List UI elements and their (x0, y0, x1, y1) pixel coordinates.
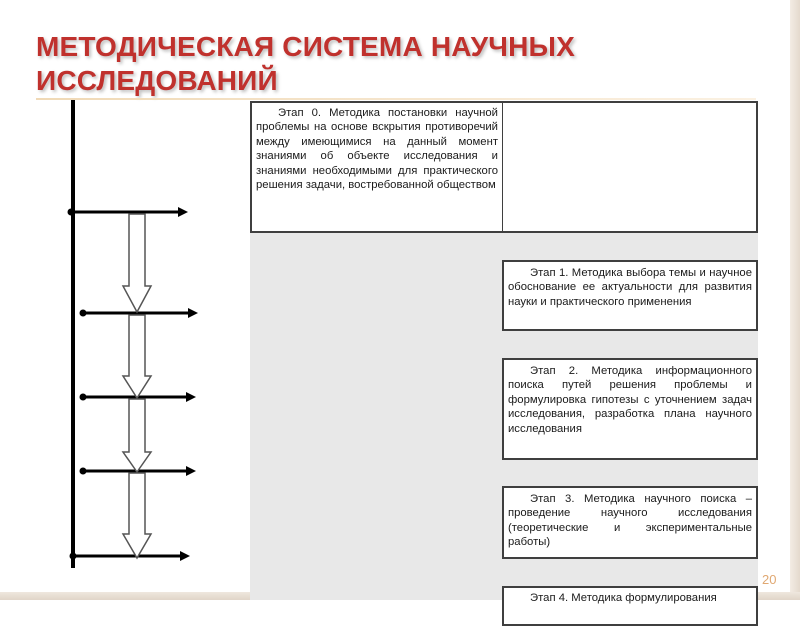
slide-title: МЕТОДИЧЕСКАЯ СИСТЕМА НАУЧНЫХ ИССЛЕДОВАНИЙ (36, 31, 576, 96)
timeline-dot-0 (68, 209, 75, 216)
down-arrow-3 (123, 473, 151, 558)
stage-4-box (502, 586, 758, 626)
stage-0-text: Этап 0. Методика постановки научной проблемы на основе вскрытия противоречий между имеющимися на данный момент знаниями об объекте исследования и знаниями необходимыми для практического решения задачи, востребованной обществом (256, 107, 498, 192)
stage-4-text: Этап 4. Методика формулирования (530, 592, 717, 604)
stage-1-box (502, 260, 758, 331)
down-arrow-0 (123, 214, 151, 312)
down-arrow-2 (123, 399, 151, 472)
stage-3-text: Этап 3. Методика научного поиска – проведение научного исследования (теоретические и экспериментальные работы) (508, 493, 752, 549)
down-arrow-1 (123, 315, 151, 398)
stage-0-empty-cell (502, 101, 758, 233)
stage-0-box (250, 101, 504, 233)
stage-2-box (502, 358, 758, 460)
timeline-arrow-4 (75, 551, 190, 561)
stage-3-box (502, 486, 758, 559)
stage-1-text: Этап 1. Методика выбора темы и научное обоснование ее актуальности для развития науки и практического применения (508, 267, 752, 308)
page-number: 20 (762, 572, 777, 587)
stage-2-text: Этап 2. Методика информационного поиска путей решения проблемы и формулировка гипотезы с уточнением задач исследования, разработка плана научного исследования (508, 365, 752, 435)
